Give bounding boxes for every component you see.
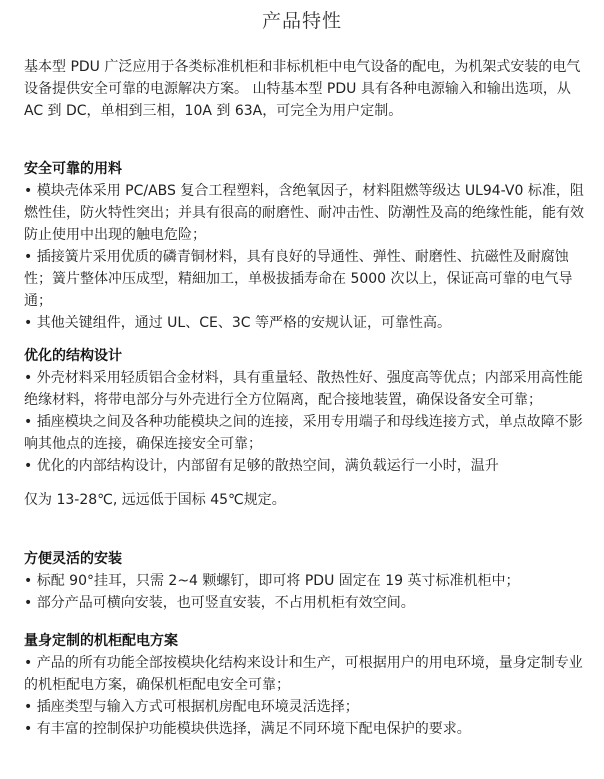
list-item: 仅为 13-28℃, 远远低于国标 45℃规定。 — [24, 492, 286, 508]
list-item: • 有丰富的控制保护功能模块供选择，满足不同环境下配电保护的要求。 — [24, 721, 471, 737]
list-item: • 插座类型与输入方式可根据机房配电环境灵活选择； — [24, 699, 359, 715]
list-item: • 其他关键组件，通过 UL、CE、3C 等严格的安规认证，可靠性高。 — [24, 315, 451, 331]
intro-paragraph: 基本型 PDU 广泛应用于各类标准机柜和非标机柜中电气设备的配电，为机架式安装的电气设备提供安全可靠的电源解决方案。 山特基本型 PDU 具有各种电源输入和输出选项，从 AC 到 DC，单相到三相，10A 到 63A，可完全为用户定制。 — [24, 59, 581, 119]
section-structure — [24, 345, 584, 511]
list-item: • 部分产品可横向安装，也可竖直安装，不占用机柜有效空间。 — [24, 595, 415, 611]
section-materials — [24, 158, 584, 334]
section-heading: 方便灵活的安装 — [24, 551, 122, 567]
section-heading: 优化的结构设计 — [24, 348, 122, 364]
list-item: • 模块壳体采用 PC/ABS 复合工程塑料，含绝氧因子，材料阻燃等级达 UL94-V0 标准，阻燃性佳，防火特性突出；并具有很高的耐磨性、耐冲击性、防潮性及高的绝缘性能，能有效防止使用中出现的触电危险； — [24, 183, 584, 243]
section-customization — [24, 630, 584, 740]
list-item: • 插接簧片采用优质的磷青铜材料，具有良好的导通性、弹性、耐磨性、抗磁性及耐腐蚀性；簧片整体冲压成型，精細加工，单极拔插寿命在 5000 次以上，保证高可靠的电气导通； — [24, 249, 573, 309]
section-heading: 量身定制的机柜配电方案 — [24, 633, 178, 649]
page-title: 产品特性 — [261, 10, 342, 32]
list-item: • 产品的所有功能全部按模块化结构来设计和生产，可根据用户的用电环境，量身定制专业的机柜配电方案，确保机柜配电安全可靠； — [24, 655, 583, 693]
list-item: • 标配 90°挂耳，只需 2~4 颗螺钉，即可将 PDU 固定在 19 英寸标准机柜中； — [24, 573, 520, 589]
section-heading: 安全可靠的用料 — [24, 161, 122, 177]
section-installation — [24, 548, 584, 614]
list-item: • 插座模块之间及各种功能模块之间的连接，采用专用端子和母线连接方式，单点故障不影响其他点的连接，确保连接安全可靠； — [24, 414, 583, 452]
list-item: • 外壳材料采用轻质铝合金材料，具有重量轻、散热性好、强度高等优点；内部采用高性能绝缘材料，将带电部分与外壳进行全方位隔离，配合接地装置，确保设备安全可靠； — [24, 370, 583, 408]
list-item: • 优化的内部结构设计，内部留有足够的散热空间，满负载运行一小时，温升 — [24, 458, 499, 474]
